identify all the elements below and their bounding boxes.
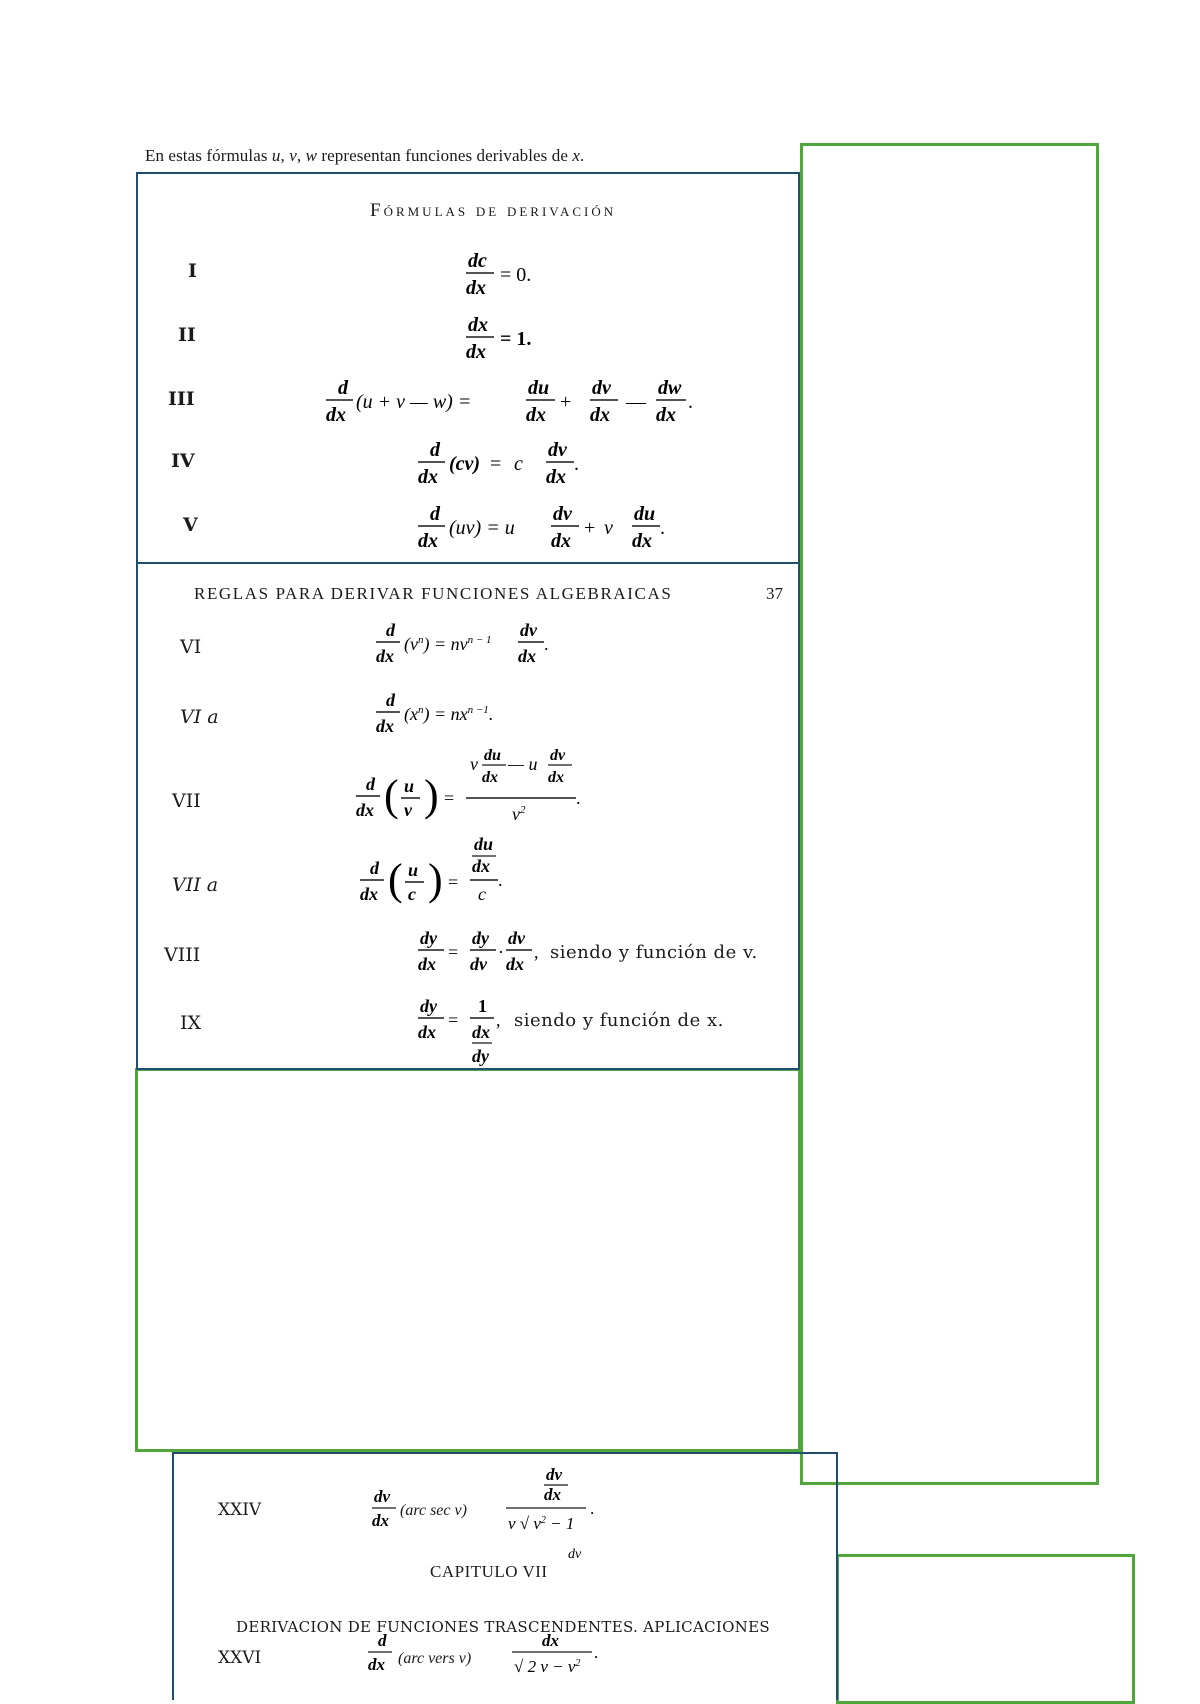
formulas-box bbox=[136, 172, 800, 564]
svg-text:d: d bbox=[430, 503, 440, 525]
svg-text:=: = bbox=[448, 942, 459, 962]
svg-text:,: , bbox=[534, 942, 539, 962]
chapter-title: CAPITULO VII bbox=[430, 1562, 548, 1581]
svg-text:1: 1 bbox=[478, 996, 487, 1016]
intro-end: . bbox=[580, 146, 585, 165]
svg-text:(uv) = u: (uv) = u bbox=[449, 517, 515, 539]
formula-label-ii: II bbox=[178, 324, 196, 346]
svg-text:v √ v2 − 1: v √ $v^2 - 1$ bbox=[508, 1514, 575, 1533]
svg-text:dx: dx bbox=[526, 404, 546, 426]
svg-text:dv: dv bbox=[508, 928, 525, 948]
svg-text:dx: dx bbox=[368, 1655, 385, 1674]
formula-label-iv: IV bbox=[171, 450, 195, 472]
svg-text:du: du bbox=[484, 747, 501, 764]
svg-text:dx: dx bbox=[632, 530, 652, 552]
svg-text:dx: dx bbox=[326, 404, 346, 426]
rules-box bbox=[136, 562, 800, 1070]
svg-text:dx: dx bbox=[551, 530, 571, 552]
intro-var-w: w bbox=[305, 146, 318, 165]
svg-text:(u + v — w) =: (u + v — w) = bbox=[356, 391, 472, 413]
equation-iv bbox=[418, 439, 579, 488]
equation-viia bbox=[360, 834, 503, 904]
svg-text:dv: dv bbox=[553, 503, 572, 525]
svg-text:dx: dx bbox=[656, 404, 676, 426]
rule-ix-condition: siendo y función de x. bbox=[514, 1010, 724, 1031]
svg-text:): ) bbox=[428, 855, 443, 904]
arcsec-function: (arc sec v) bbox=[400, 1502, 467, 1519]
svg-text:=: = bbox=[448, 1010, 459, 1030]
svg-text:dx: dx bbox=[418, 954, 436, 974]
svg-text:v: v bbox=[604, 517, 613, 539]
intro-line bbox=[145, 146, 584, 166]
intro-var-v: v bbox=[289, 146, 297, 165]
svg-text:u: u bbox=[408, 860, 419, 880]
svg-text:,: , bbox=[496, 1010, 501, 1030]
svg-text:.: . bbox=[498, 870, 503, 890]
formula-label-v: V bbox=[183, 514, 198, 536]
svg-text:du: du bbox=[634, 503, 656, 525]
svg-text:(: ( bbox=[388, 855, 403, 904]
svg-text:u: u bbox=[404, 776, 415, 796]
svg-text:.: . bbox=[688, 391, 693, 413]
svg-text:dx: dx bbox=[356, 800, 374, 820]
rule-label-ix: IX bbox=[180, 1012, 202, 1034]
rule-label-vi: VI bbox=[180, 636, 202, 658]
svg-text:dx: dx bbox=[472, 856, 490, 876]
section-title: DERIVACION DE FUNCIONES TRASCENDENTES. APLICACIONES bbox=[236, 1618, 770, 1636]
svg-text:dx: dx bbox=[418, 530, 438, 552]
svg-text:dx: dx bbox=[482, 769, 498, 786]
rule-viii-condition: siendo y función de v. bbox=[550, 942, 758, 963]
svg-text:dx: dx bbox=[466, 341, 486, 363]
intro-text: En estas fórmulas bbox=[145, 146, 272, 165]
svg-text:.: . bbox=[576, 788, 581, 808]
svg-text:dx: dx bbox=[376, 716, 394, 736]
svg-text:v: v bbox=[470, 754, 478, 774]
equation-iii bbox=[326, 377, 693, 426]
svg-text:.: . bbox=[574, 453, 579, 475]
svg-text:dy: dy bbox=[420, 928, 437, 948]
svg-text:·: · bbox=[498, 942, 504, 962]
svg-text:dx: dx bbox=[544, 1485, 561, 1504]
svg-text:c: c bbox=[514, 453, 523, 475]
svg-text:dx: dx bbox=[418, 1022, 436, 1042]
svg-text:dv: dv bbox=[520, 620, 537, 640]
svg-text:d: d bbox=[366, 774, 375, 794]
svg-text:dv: dv bbox=[548, 439, 567, 461]
page-number: 37 bbox=[766, 584, 783, 603]
svg-text:d: d bbox=[386, 620, 395, 640]
svg-text:v: v bbox=[404, 800, 412, 820]
svg-text:.: . bbox=[594, 1643, 599, 1662]
rule-label-viii: VIII bbox=[164, 944, 201, 966]
equation-viii bbox=[418, 928, 539, 974]
svg-text:dv: dv bbox=[374, 1487, 391, 1506]
svg-text:.: . bbox=[544, 634, 549, 654]
svg-text:=: = bbox=[444, 788, 455, 808]
empty-frame-bottom-right bbox=[836, 1554, 1135, 1704]
svg-text:dx: dx bbox=[466, 277, 486, 299]
svg-text:(cv): (cv) bbox=[449, 453, 481, 475]
svg-text:dx: dx bbox=[468, 314, 488, 336]
svg-text:dx: dx bbox=[418, 466, 438, 488]
svg-text:(xn) = nxn −1.: $(x^n) = nx^{n -1}$. bbox=[404, 704, 494, 724]
rule-label-viia: VII a bbox=[172, 874, 219, 896]
svg-text:dx: dx bbox=[590, 404, 610, 426]
svg-text:): ) bbox=[424, 771, 439, 820]
formulas-title: Fórmulas de derivación bbox=[370, 200, 617, 221]
svg-text:dx: dx bbox=[372, 1511, 389, 1530]
svg-text:—: — bbox=[626, 391, 646, 413]
svg-text:= 1.: = 1. bbox=[500, 328, 532, 350]
svg-text:=: = bbox=[490, 453, 502, 475]
svg-text:dx: dx bbox=[518, 646, 536, 666]
svg-text:dx: dx bbox=[506, 954, 524, 974]
svg-text:dy: dy bbox=[472, 1046, 489, 1066]
svg-text:= 0.: = 0. bbox=[500, 264, 532, 286]
svg-text:dx: dx bbox=[542, 1631, 559, 1650]
svg-text:dx: dx bbox=[546, 466, 566, 488]
svg-text:d: d bbox=[378, 1631, 387, 1650]
svg-text:dx: dx bbox=[376, 646, 394, 666]
equation-vii bbox=[356, 747, 581, 824]
intro-var-u: u bbox=[271, 146, 281, 165]
rule-label-via: VI a bbox=[180, 706, 219, 728]
rules-heading: REGLAS PARA DERIVAR FUNCIONES ALGEBRAICAS bbox=[194, 584, 673, 603]
equation-v bbox=[418, 503, 665, 552]
arcvers-function: (arc vers v) bbox=[398, 1650, 472, 1667]
equation-vi bbox=[376, 620, 549, 666]
intro-text-2: representan funciones derivables de bbox=[317, 146, 573, 165]
svg-text:dv: dv bbox=[550, 747, 566, 764]
svg-text:d: d bbox=[386, 690, 395, 710]
svg-text:.: . bbox=[660, 517, 665, 539]
svg-text:dy: dy bbox=[420, 996, 437, 1016]
svg-text:+: + bbox=[584, 517, 596, 539]
rule-label-xxiv: XXIV bbox=[218, 1500, 262, 1520]
svg-text:dv: dv bbox=[592, 377, 611, 399]
svg-text:du: du bbox=[474, 834, 494, 854]
equation-ii bbox=[466, 314, 531, 363]
intro-comma: , bbox=[280, 146, 290, 165]
rule-label-xxvi: XXVI bbox=[218, 1648, 262, 1668]
svg-text:dy: dy bbox=[472, 928, 489, 948]
bottom-box bbox=[172, 1452, 838, 1700]
svg-text:d: d bbox=[338, 377, 348, 399]
svg-text:c: c bbox=[478, 884, 486, 904]
svg-text:— u: — u bbox=[508, 754, 538, 774]
intro-var-x: x bbox=[572, 146, 580, 165]
svg-text:d: d bbox=[430, 439, 440, 461]
svg-text:dx: dx bbox=[472, 1022, 490, 1042]
svg-text:v2: $v^2$ bbox=[512, 804, 526, 824]
svg-text:dv: dv bbox=[568, 1547, 582, 1562]
svg-text:c: c bbox=[408, 884, 416, 904]
intro-comma: , bbox=[296, 146, 306, 165]
svg-text:.: . bbox=[590, 1499, 595, 1518]
svg-text:du: du bbox=[528, 377, 550, 399]
rule-label-vii: VII bbox=[172, 790, 201, 812]
svg-text:+: + bbox=[560, 391, 572, 413]
svg-text:=: = bbox=[448, 872, 459, 892]
svg-text:dc: dc bbox=[468, 250, 487, 272]
svg-text:dw: dw bbox=[658, 377, 682, 399]
equation-i bbox=[466, 250, 531, 299]
svg-text:dv: dv bbox=[546, 1465, 563, 1484]
empty-frame-right bbox=[800, 143, 1099, 1485]
svg-text:d: d bbox=[370, 858, 379, 878]
formula-label-i: I bbox=[188, 260, 197, 282]
equation-via bbox=[376, 690, 493, 736]
svg-text:dx: dx bbox=[360, 884, 378, 904]
equation-ix bbox=[418, 996, 501, 1066]
svg-text:dx: dx bbox=[548, 769, 564, 786]
rules-equations bbox=[138, 564, 798, 1068]
svg-text:(: ( bbox=[384, 771, 399, 820]
svg-text:dv: dv bbox=[470, 954, 487, 974]
svg-text:(vn) = nvn − 1: $(v^n) = nv^{n - 1}$ bbox=[404, 634, 492, 654]
formula-label-iii: III bbox=[168, 388, 195, 410]
formulas-equations bbox=[138, 174, 798, 562]
empty-frame-left bbox=[135, 1068, 801, 1452]
svg-text:√ 2 v − v2: √ 2 $v - v^2$ bbox=[514, 1657, 581, 1676]
